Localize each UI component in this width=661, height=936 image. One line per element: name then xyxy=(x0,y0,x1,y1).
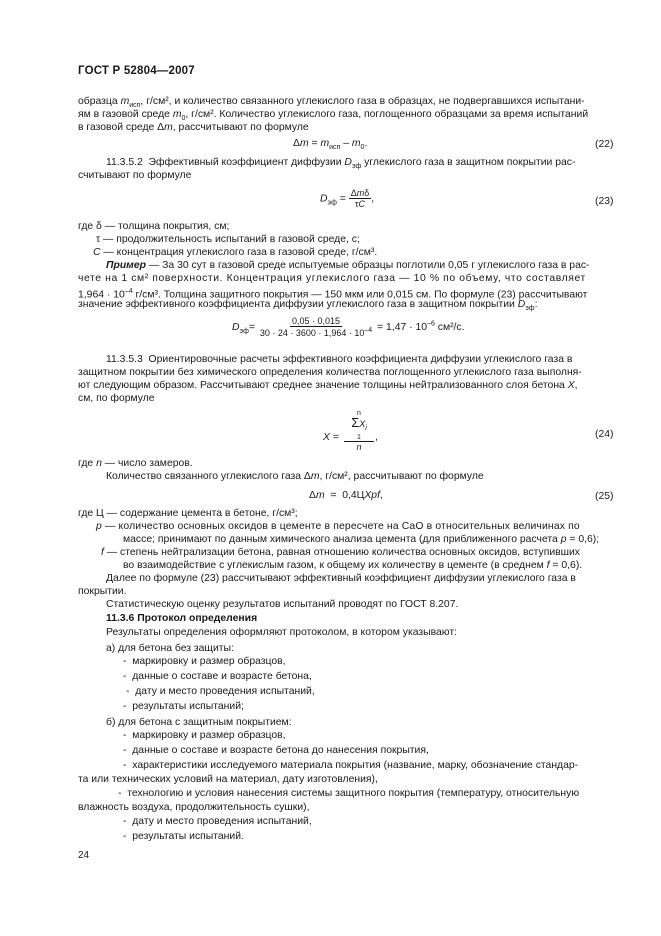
text-line: ям в газовой среде $m_0$, г/см². Количество углекислого газа, поглощенного образцами за время испытаний xyxy=(78,109,589,123)
text-line: 11.3.5.2 Эффективный коэффициент диффузии $D_{эф}$ углекислого газа в защитном покрытии рас- xyxy=(106,157,576,171)
text-line: ют следующим образом. Рассчитывают среднее значение толщины нейтрализованного слоя бетона X, xyxy=(78,380,578,391)
text-line: влажность воздуха, продолжительность сушки), xyxy=(78,802,310,813)
text-line: Пример — За 30 сут в газовой среде испытуемые образцы поглотили 0,05 г углекислого газа в рас- xyxy=(106,260,590,271)
equation-example: $D_{эф}=$ $\frac{0,05 \cdot 0,015}{30 \cdot 24 \cdot 3600 \cdot 1,964 \cdot 10^{-4}}$ = $1,47 \cdot 10^{-6}$ см²/с. xyxy=(232,316,465,338)
text-line: см, по формуле xyxy=(78,393,155,404)
text-line: C — концентрация углекислого газа в газовой среде, г/см³. xyxy=(93,247,378,258)
list-title: б) для бетона с защитным покрытием: xyxy=(106,717,292,728)
text-line: Статистическую оценку результатов испытаний проводят по ГОСТ 8.207. xyxy=(106,599,459,610)
text-line: где δ — толщина покрытия, см; xyxy=(78,221,230,232)
text-line: $1,964 \cdot 10^{-4}$ г/см³. Толщина защитного покрытия — 150 мкм или 0,015 см. По формуле (23) рассчитывают xyxy=(78,288,588,301)
list-item: - маркировку и размер образцов, xyxy=(123,656,286,667)
document-header: ГОСТ Р 52804—2007 xyxy=(78,65,195,77)
text-line: Результаты определения оформляют протоколом, в котором указывают: xyxy=(106,627,458,638)
equation-number: (24) xyxy=(595,429,614,440)
page-number: 24 xyxy=(78,850,90,861)
equation-number: (25) xyxy=(595,491,614,502)
list-item: - дату и место проведения испытаний, xyxy=(126,686,315,697)
section-heading: 11.3.6 Протокол определения xyxy=(106,613,258,624)
text-line: во взаимодействие с углекислым газом, к общему их количеству в цементе (в среднем f = 0,6). xyxy=(123,560,583,571)
list-item: - технологию и условия нанесения системы защитного покрытия (температуру, относительную xyxy=(118,788,580,799)
document-page: ГОСТ Р 52804—2007 образца $m_{исп}$, г/см², и количество связанного углекислого газа в образцах, не подвергавшихся испытани- ям в газовой среде $m_0$, г/см². Количество углекислого газа, поглощенного образцами за время испытаний в газовой среде Δm, рассчитывают по формуле $\Delta m = m_{исп} - m_0$. (22) 11.3.5.2 Эффективный коэффициент диффузии $D_{эф}$ углекислого газа в защитном покрытии рас- считывают по формуле $D_{эф}$ = $\frac{\text{Δmδ}}{\tau C}$ , (23) где δ — толщина покрытия, см; τ — продолжительность испытаний в газовой среде, с; C — концентрация углекислого газа в газовой среде, г/см³. Пример — За 30 сут в газовой среде испытуемые образцы поглотили 0,05 г углекислого газа в рас- чете на 1 см² поверхности. Концентрация углекислого газа — 10 % по объему, что составляет $1,964 \cdot 10^{-4}$ г/см³. Толщина защитного покрытия — 150 мкм или 0,015 см. По формуле (23) рассчитывают значение эффективного коэффициента диффузии углекислого газа в защитном покрытии $D_{эф}$: $D_{эф}=$ $\frac{0,05 \cdot 0,015}{30 \cdot 24 \cdot 3600 \cdot 1,964 \cdot 10^{-4}}$ = $1,47 \cdot 10^{-6}$ см²/с. 11.3.5.3 Ориентировочные расчеты эффективного коэффициента диффузии углекислого газа в защитном покрытии без химического определения количества поглощенного углекислого газа выполня- ют следующим образом. Рассчитывают среднее значение толщины нейтрализованного слоя бетона X, см, по формуле X = n $\Sigma X_i$ 1 n , (24) где n — число замеров. Количество связанного углекислого газа Δm, г/см², рассчитывают по формуле Δm = 0,4ЦXpf, (25) где Ц — содержание цемента в бетоне, г/см³; p — количество основных оксидов в цементе в пересчете на CaO в относительных величинах по массе; принимают по данным химического анализа цемента (для приближенного расчета p = 0,6); f — степень нейтрализации бетона, равная отношению количества основных оксидов, вступивших во взаимодействие с углекислым газом, к общему их количеству в цементе (в среднем f = 0,6). Далее по формуле (23) рассчитывают эффективный коэффициент диффузии углекислого газа в покрытии. Статистическую оценку результатов испытаний проводят по ГОСТ 8.207. 11.3.6 Протокол определения Результаты определения оформляют протоколом, в котором указывают: а) для бетона без защиты: - маркировку и размер образцов, - данные о составе и возрасте бетона, - дату и место проведения испытаний, - результаты испытаний; б) для бетона с защитным покрытием: - маркировку и размер образцов, - данные о составе и возрасте бетона до нанесения покрытия, - характеристики исследуемого материала покрытия (название, марку, обозначение стандар- та или технических условий на материал, дату изготовления), - технологию и условия нанесения системы защитного покрытия (температуру, относительную влажность воздуха, продолжительность сушки), - дату и место проведения испытаний, - результаты испытаний. 24 xyxy=(78,65,614,861)
text-line: массе; принимают по данным химического анализа цемента (для приближенного расчета p = 0,6); xyxy=(123,534,600,545)
list-item: - результаты испытаний; xyxy=(123,701,244,712)
text-line: та или технических условий на материал, дату изготовления), xyxy=(78,774,378,785)
text-line: Количество связанного углекислого газа Δm, г/см², рассчитывают по формуле xyxy=(106,471,484,482)
text-line: образца $m_{исп}$, г/см², и количество связанного углекислого газа в образцах, не подвергавшихся испытани- xyxy=(78,96,585,110)
text-line: τ — продолжительность испытаний в газовой среде, с; xyxy=(96,234,360,245)
text-line: f — степень нейтрализации бетона, равная отношению количества основных оксидов, вступивших xyxy=(101,547,580,558)
text-line: чете на 1 см² поверхности. Концентрация углекислого газа — 10 % по объему, что составляет xyxy=(78,273,586,284)
text-line: значение эффективного коэффициента диффузии углекислого газа в защитном покрытии $D_{эф}$: xyxy=(78,299,538,313)
text-line: защитном покрытии без химического определения количества поглощенного углекислого газа выполня- xyxy=(78,367,582,378)
text-line: 11.3.5.3 Ориентировочные расчеты эффективного коэффициента диффузии углекислого газа в xyxy=(106,354,573,365)
equation-25: Δm = 0,4ЦXpf, xyxy=(309,490,383,501)
text-line: считывают по формуле xyxy=(78,170,192,181)
list-item: - результаты испытаний. xyxy=(123,831,244,842)
equation-23: $D_{эф}$ = $\frac{\text{Δmδ}}{\tau C}$ , xyxy=(320,188,375,209)
equation-number: (23) xyxy=(595,196,614,207)
text-line: Далее по формуле (23) рассчитывают эффективный коэффициент диффузии углекислого газа в xyxy=(106,573,576,584)
equation-number: (22) xyxy=(595,139,614,150)
text-line: где n — число замеров. xyxy=(78,458,193,469)
list-item: - данные о составе и возрасте бетона, xyxy=(123,671,312,682)
list-item: - характеристики исследуемого материала покрытия (название, марку, обозначение стандар- xyxy=(123,760,579,771)
text-line: p — количество основных оксидов в цементе в пересчете на CaO в относительных величинах по xyxy=(96,521,580,532)
text-line: где Ц — содержание цемента в бетоне, г/см³; xyxy=(78,508,298,519)
list-title: а) для бетона без защиты: xyxy=(106,643,234,654)
list-item: - маркировку и размер образцов, xyxy=(123,730,286,741)
list-item: - данные о составе и возрасте бетона до нанесения покрытия, xyxy=(123,745,429,756)
text-line: покрытии. xyxy=(78,586,127,597)
equation-22: $\Delta m = m_{исп} - m_0$. xyxy=(293,138,368,152)
list-item: - дату и место проведения испытаний, xyxy=(123,816,312,827)
text-line: в газовой среде Δm, рассчитывают по формуле xyxy=(78,122,309,133)
